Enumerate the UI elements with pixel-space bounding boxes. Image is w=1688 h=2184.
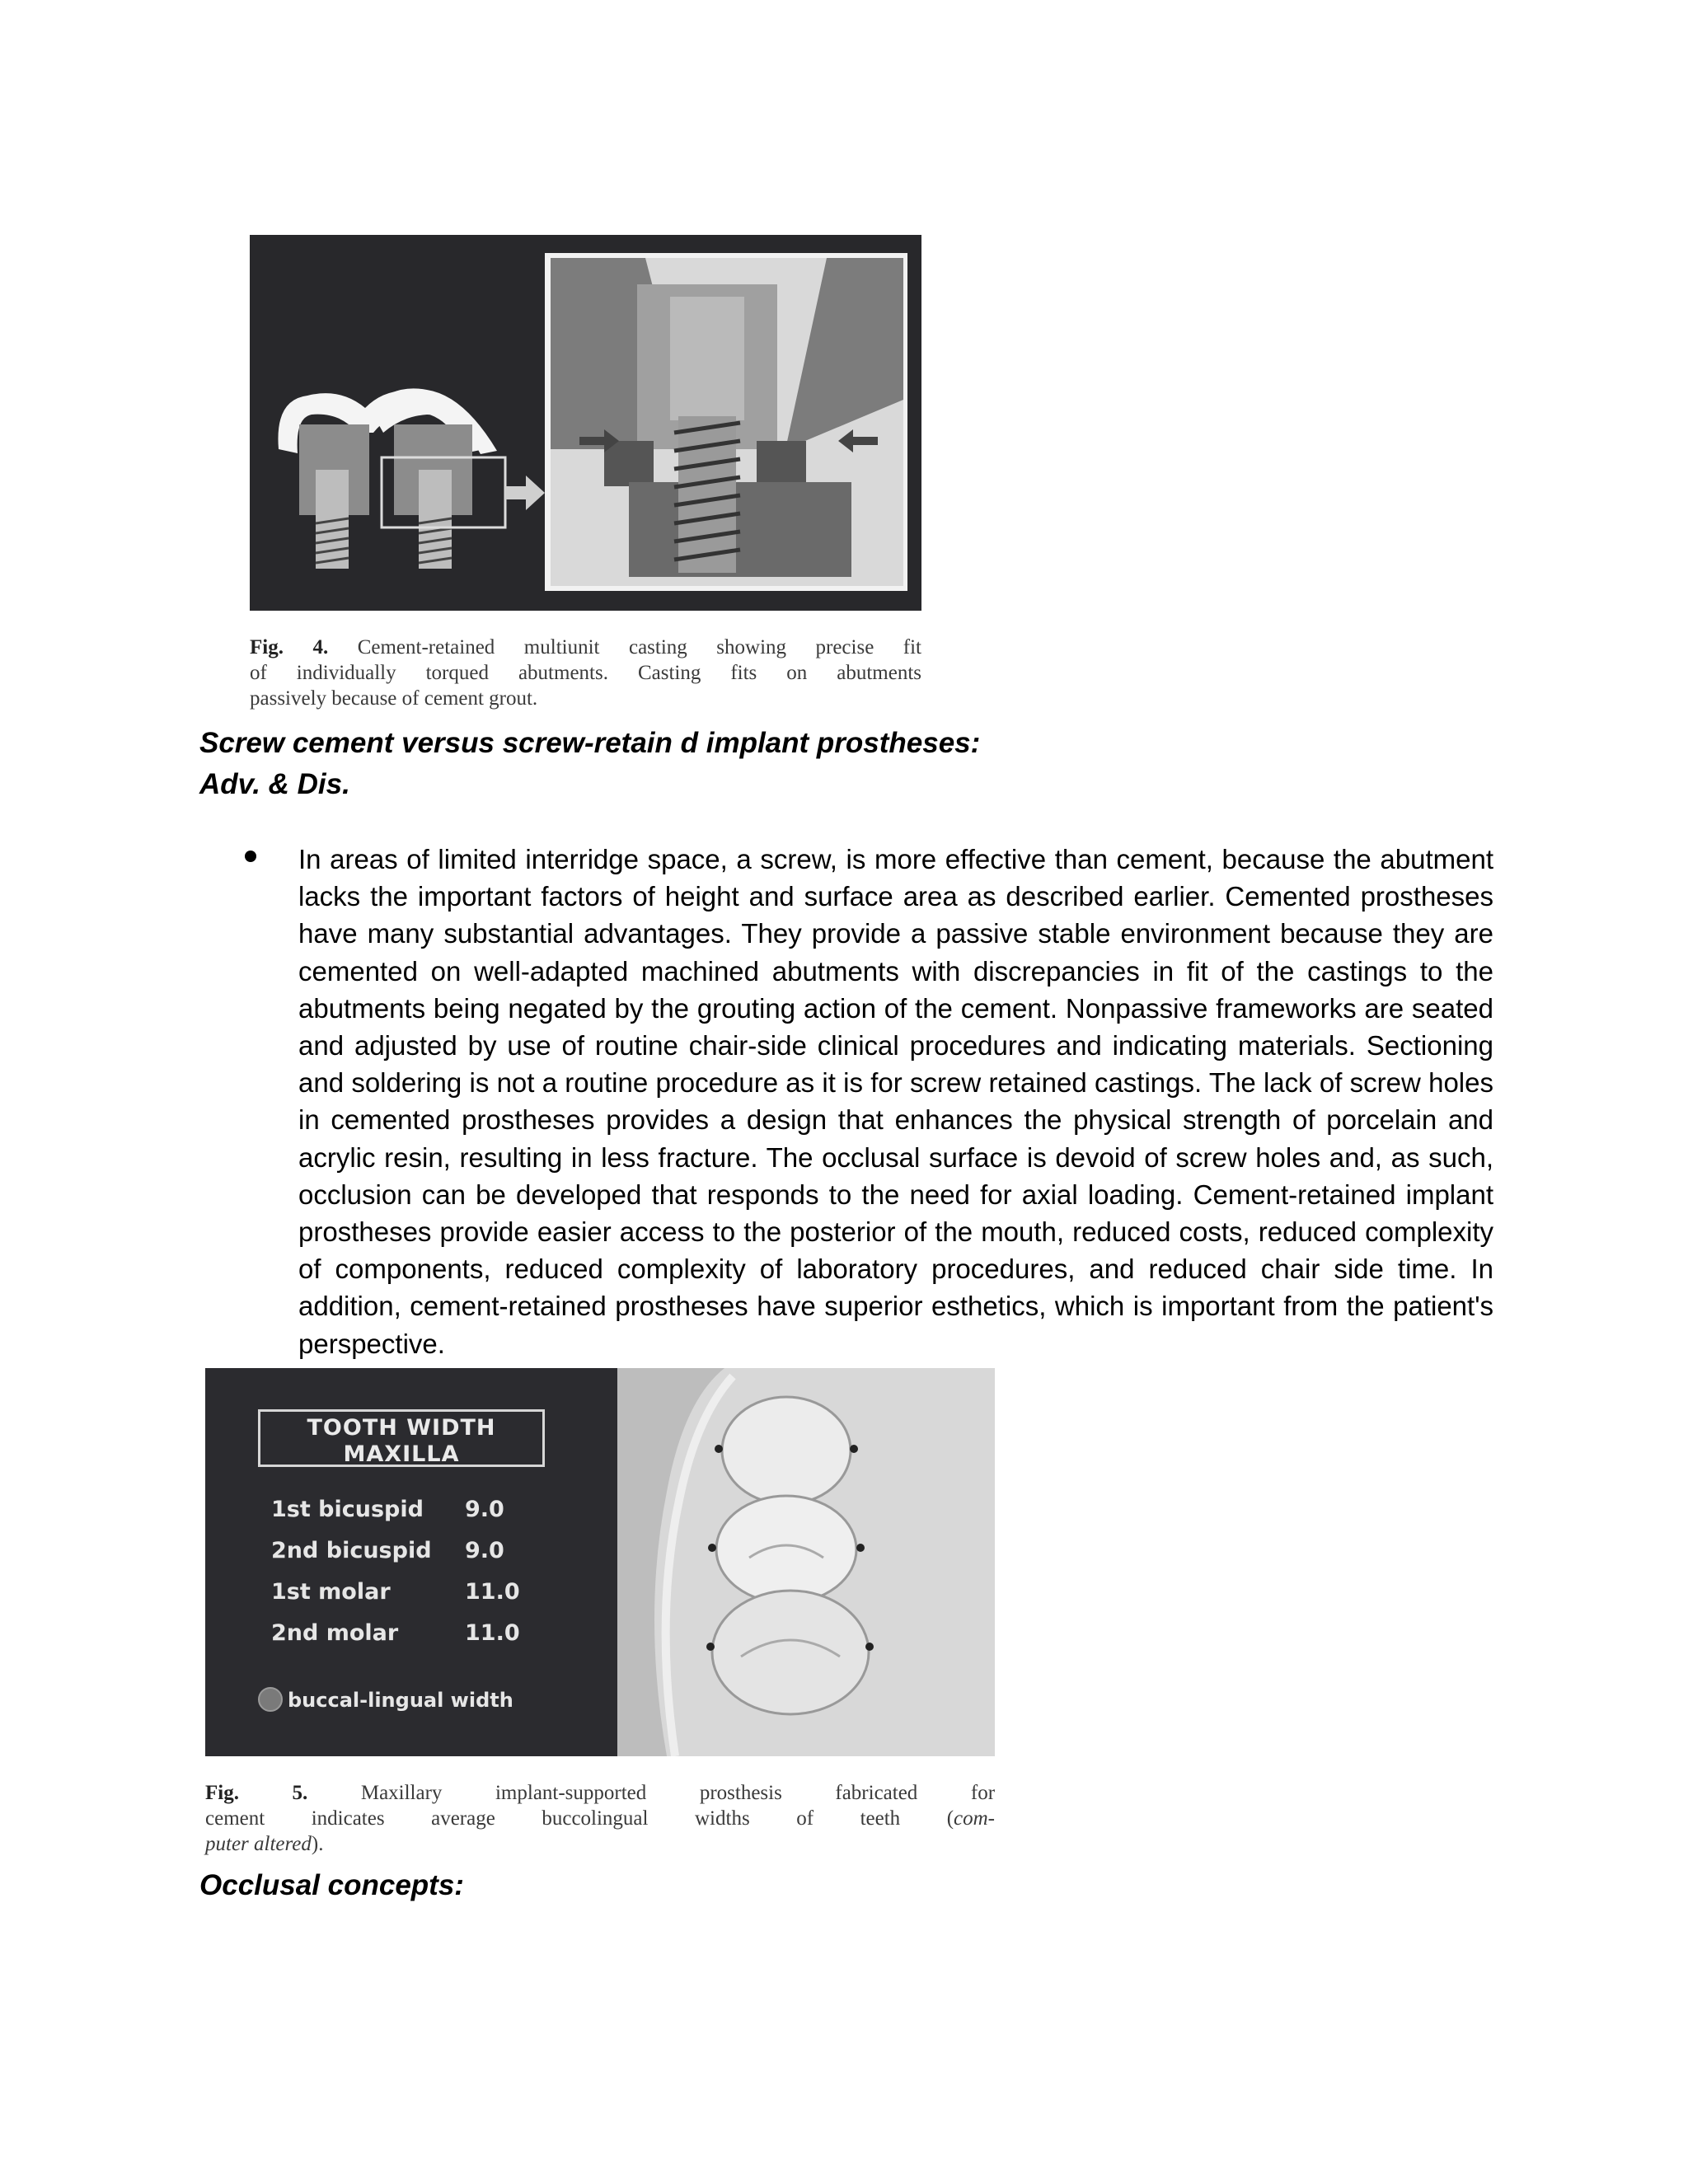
tooth-row [271, 1496, 535, 1524]
figure-5-caption-line2: cement indicates average buccolingual widths of teeth (com- [205, 1807, 995, 1830]
tooth-name: 1st molar [271, 1579, 391, 1605]
tooth-width-title: TOOTH WIDTH [307, 1415, 496, 1441]
tooth-row [271, 1578, 535, 1606]
section-heading-line2: Adv. & Dis. [199, 768, 350, 800]
figure-4-caption-line2: of individually torqued abutments. Casting fits on abutments [250, 662, 921, 684]
figure-5-caption-label: Fig. 5. [205, 1782, 308, 1804]
occlusal-concepts-heading: Occlusal concepts: [199, 1869, 464, 1901]
figure-4-caption-label: Fig. 4. [250, 636, 329, 658]
figure-5-caption [205, 1780, 995, 1857]
tooth-name: 1st bicuspid [271, 1497, 424, 1522]
tooth-value: 9.0 [465, 1538, 504, 1563]
legend-circle-icon [258, 1687, 283, 1712]
teeth-photo [617, 1368, 995, 1756]
bullet-point [245, 851, 256, 862]
tooth-width-box [258, 1409, 545, 1467]
tooth-name: 2nd bicuspid [271, 1538, 432, 1563]
bullet-paragraph: In areas of limited interridge space, a screw, is more effective than cement, because the abutment lacks the important factors of height and surface area as described earlier. Cemented prostheses have many substantial advantages. They provide a passive stable environment because they are cemented on well-adapted machined abutments with discrepancies in fit of the castings to the abutments being negated by the grouting action of the cement. Nonpassive frameworks are seated and adjusted by use of routine chair-side clinical procedures and indicating materials. Sectioning and soldering is not a routine procedure as it is for screw retained castings. The lack of screw holes in cemented prostheses provides a design that enhances the physical strength of porcelain and acrylic resin, resulting in less fracture. The occlusal surface is devoid of screw holes and, as such, occlusion can be developed that responds to the need for axial loading. Cement-retained implant prostheses provide easier access to the posterior of the mouth, reduced costs, reduced complexity of components, reduced complexity of laboratory procedures, and reduced chair side time. In addition, cement-retained prostheses have superior esthetics, which is important from the patient's perspective. [298, 844, 1493, 1359]
figure-4-caption-line3: passively because of cement grout. [250, 687, 538, 710]
figure-4-caption [250, 635, 921, 711]
figure-4-caption-line1: Cement-retained multiunit casting showing precise fit [357, 636, 922, 658]
tooth-name: 2nd molar [271, 1620, 399, 1646]
section-heading [199, 723, 980, 805]
figure-4-image [250, 235, 921, 611]
tooth-value: 11.0 [465, 1579, 520, 1605]
figure-5-caption-line1: Maxillary implant-supported prosthesis fabricated for [360, 1782, 996, 1804]
section-heading-line1: Screw cement versus screw-retain d implant prostheses: [199, 727, 981, 759]
implant-casting-illustration [250, 235, 921, 611]
tooth-value: 9.0 [465, 1497, 504, 1522]
tooth-value: 11.0 [465, 1620, 520, 1646]
tooth-row [271, 1619, 535, 1647]
figure-5-caption-line3: puter altered). [205, 1833, 324, 1855]
legend-label: buccal-lingual width [288, 1689, 513, 1712]
tooth-width-subtitle: MAXILLA [343, 1441, 460, 1467]
legend [258, 1687, 513, 1713]
figure-5-image [205, 1368, 995, 1756]
teeth-illustration [617, 1368, 995, 1756]
tooth-row [271, 1537, 535, 1565]
